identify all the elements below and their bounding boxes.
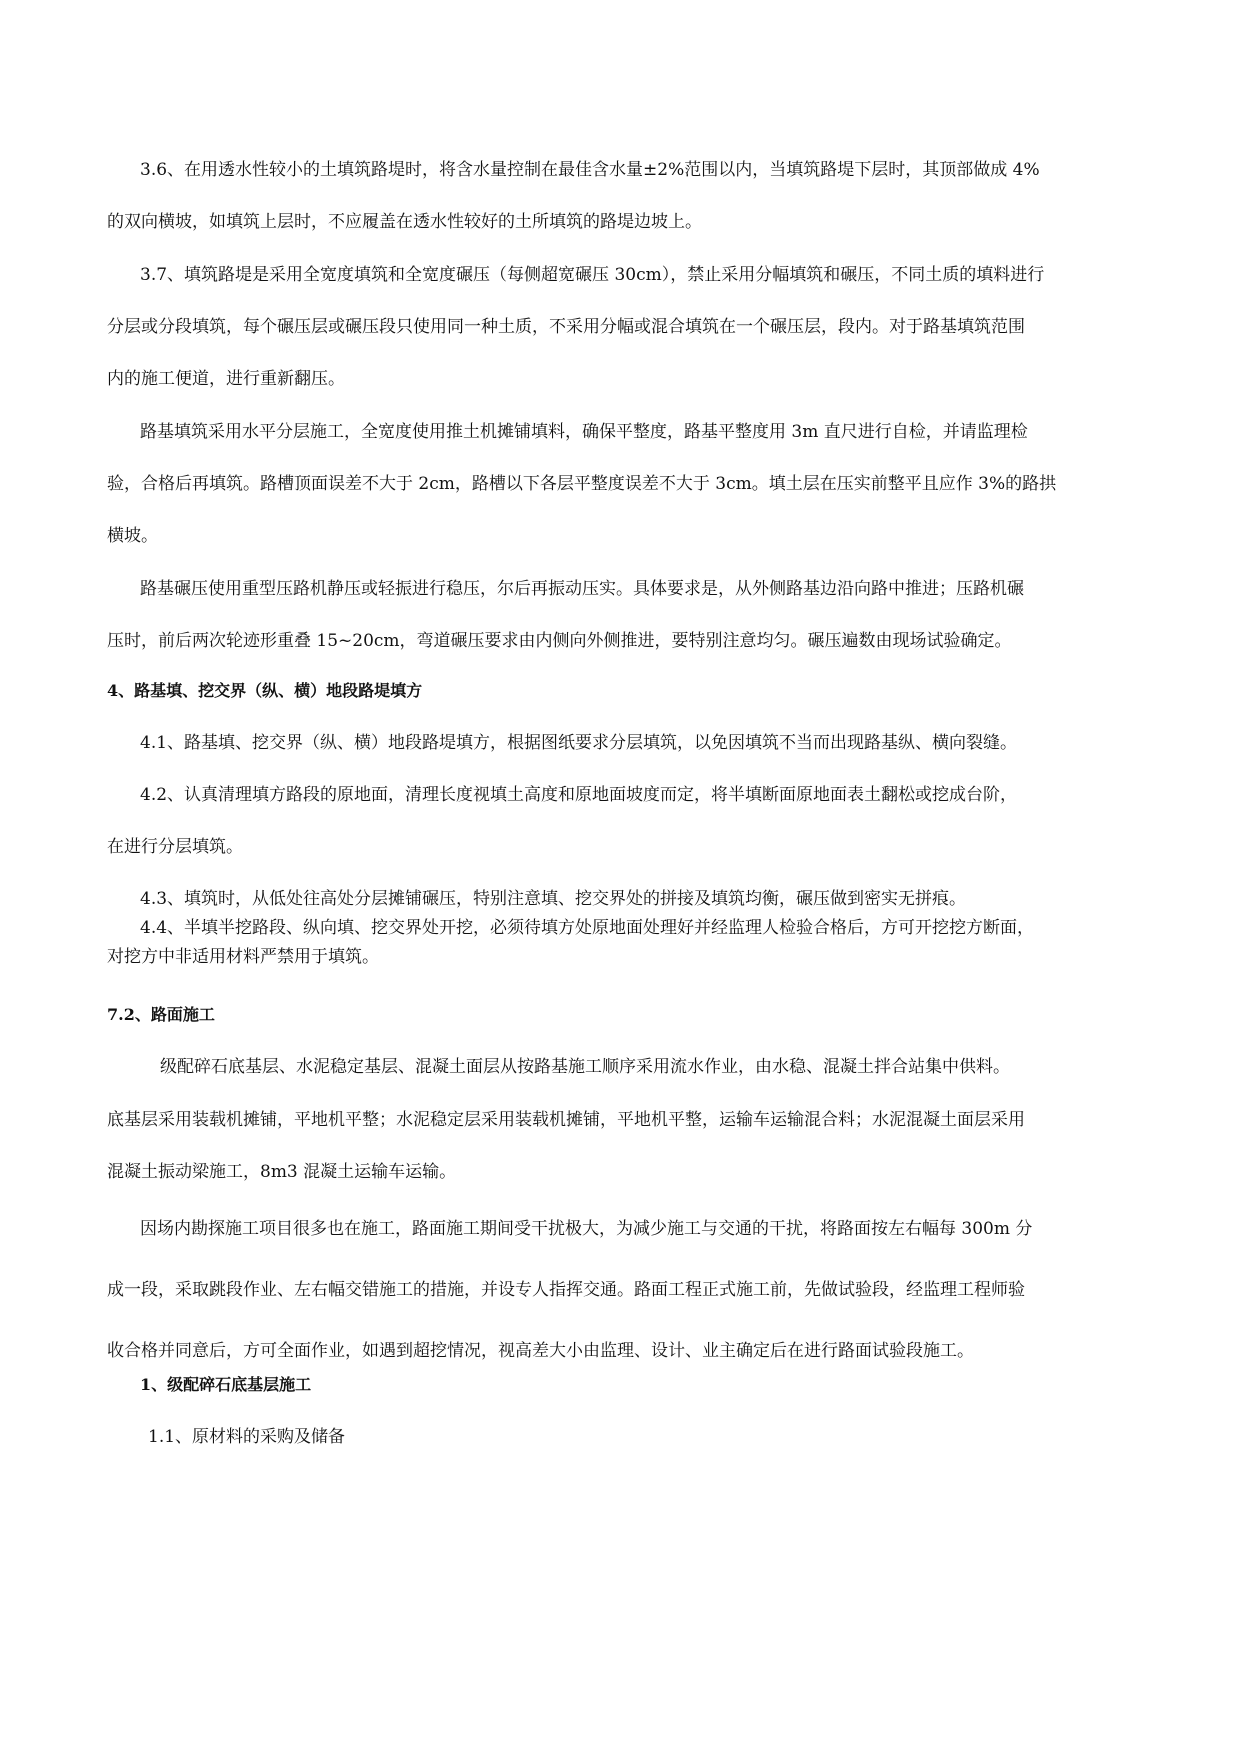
paragraph-3-6-line-1: 3.6、在用透水性较小的土填筑路堤时，将含水量控制在最佳含水量±2%范围以内，当填筑路堤下层时，其顶部做成 4% [140,160,1040,180]
paragraph-traffic-line-1: 因场内勘探施工项目很多也在施工，路面施工期间受干扰极大，为减少施工与交通的干扰，将路面按左右幅每 300m 分 [140,1219,1033,1239]
paragraph-4-4-line-1: 4.4、半填半挖路段、纵向填、挖交界处开挖，必须待填方处原地面处理好并经监理人检验合格后，方可开挖挖方断面， [140,918,1035,938]
heading-section-4: 4、路基填、挖交界（纵、横）地段路堤填方 [107,681,423,700]
paragraph-4-1: 4.1、路基填、挖交界（纵、横）地段路堤填方，根据图纸要求分层填筑，以免因填筑不当而出现路基纵、横向裂缝。 [140,733,1018,753]
paragraph-fill-line-3: 横坡。 [107,526,158,546]
paragraph-pavement-line-2: 底基层采用装载机摊铺，平地机平整；水泥稳定层采用装载机摊铺，平地机平整，运输车运输混合料；水泥混凝土面层采用 [107,1110,1025,1130]
paragraph-traffic-line-2: 成一段，采取跳段作业、左右幅交错施工的措施，并设专人指挥交通。路面工程正式施工前，先做试验段，经监理工程师验 [107,1280,1025,1300]
heading-subsection-1-1: 1.1、原材料的采购及储备 [148,1427,346,1447]
paragraph-4-2-line-2: 在进行分层填筑。 [107,837,243,857]
paragraph-4-2-line-1: 4.2、认真清理填方路段的原地面，清理长度视填土高度和原地面坡度而定，将半填断面原地面表土翻松或挖成台阶， [140,785,1018,805]
paragraph-pavement-line-1: 级配碎石底基层、水泥稳定基层、混凝土面层从按路基施工顺序采用流水作业，由水稳、混凝土拌合站集中供料。 [160,1057,1010,1077]
paragraph-traffic-line-3: 收合格并同意后，方可全面作业，如遇到超挖情况，视高差大小由监理、设计、业主确定后在进行路面试验段施工。 [107,1341,974,1361]
paragraph-compaction-line-1: 路基碾压使用重型压路机静压或轻振进行稳压，尔后再振动压实。具体要求是，从外侧路基边沿向路中推进；压路机碾 [140,579,1024,599]
paragraph-fill-line-1: 路基填筑采用水平分层施工，全宽度使用推土机摊铺填料，确保平整度，路基平整度用 3m 直尺进行自检，并请监理检 [140,422,1028,442]
paragraph-compaction-line-2: 压时，前后两次轮迹形重叠 15~20cm，弯道碾压要求由内侧向外侧推进，要特别注意均匀。碾压遍数由现场试验确定。 [107,631,1012,651]
paragraph-3-7-line-3: 内的施工便道，进行重新翻压。 [107,369,345,389]
heading-section-7-2: 7.2、路面施工 [107,1005,215,1024]
paragraph-fill-line-2: 验，合格后再填筑。路槽顶面误差不大于 2cm，路槽以下各层平整度误差不大于 3cm。填土层在压实前整平且应作 3%的路拱 [107,474,1057,494]
paragraph-4-3: 4.3、填筑时，从低处往高处分层摊铺碾压，特别注意填、挖交界处的拼接及填筑均衡，碾压做到密实无拼痕。 [140,889,967,909]
paragraph-3-7-line-2: 分层或分段填筑，每个碾压层或碾压段只使用同一种土质，不采用分幅或混合填筑在一个碾压层，段内。对于路基填筑范围 [107,317,1025,337]
paragraph-pavement-line-3: 混凝土振动梁施工，8m3 混凝土运输车运输。 [107,1162,457,1182]
paragraph-3-7-line-1: 3.7、填筑路堤是采用全宽度填筑和全宽度碾压（每侧超宽碾压 30cm），禁止采用分幅填筑和碾压，不同土质的填料进行 [140,265,1045,285]
paragraph-3-6-line-2: 的双向横坡，如填筑上层时，不应履盖在透水性较好的土所填筑的路堤边坡上。 [107,212,702,232]
heading-subsection-1: 1、级配碎石底基层施工 [140,1375,312,1394]
paragraph-4-4-line-2: 对挖方中非适用材料严禁用于填筑。 [107,947,379,967]
